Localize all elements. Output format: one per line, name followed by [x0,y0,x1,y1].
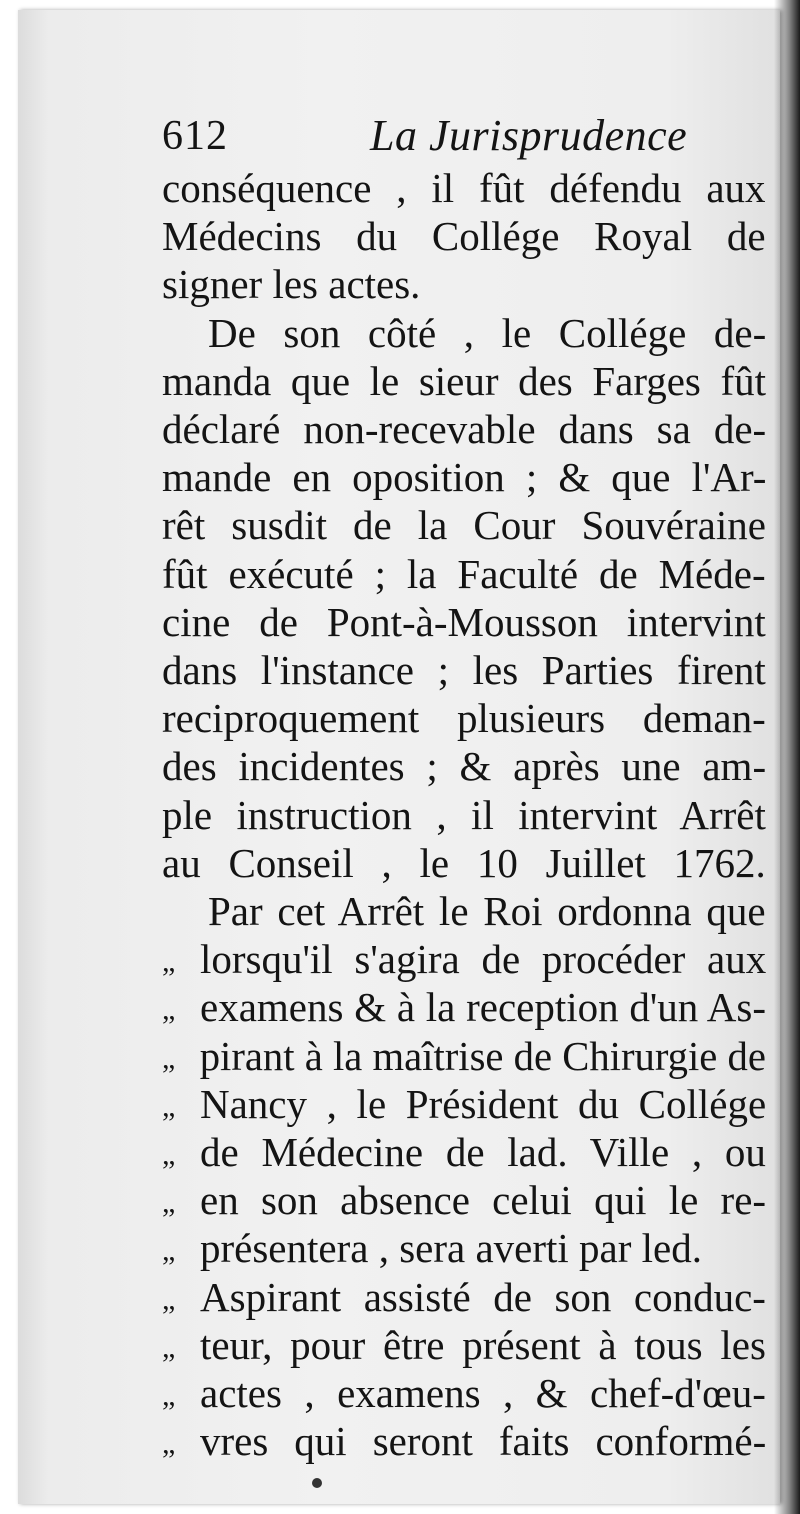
text-line [162,164,766,212]
text-line [162,357,766,405]
line-text: des incidentes ; & après une am- [162,743,767,790]
line-text: examens & à la reception d'un As- [200,984,766,1031]
text-line [162,550,766,598]
line-text: teur, pour être présent à tous les [200,1321,766,1368]
text-line [162,501,766,549]
text-line [162,839,766,887]
text-line [162,1273,766,1321]
running-title: La Jurisprudence [370,111,688,160]
text-line [162,1032,766,1080]
line-text: cine de Pont-à-Mousson intervint [162,598,766,645]
text-line [162,405,766,453]
line-text: vres qui seront faits conformé- [200,1418,767,1465]
text-line [162,598,766,646]
page-edge-shadow [774,0,800,1514]
line-text: manda que le sieur des Farges fût [162,357,767,404]
line-text: pirant à la maîtrise de Chirurgie de [199,1032,766,1079]
text-line [162,791,766,839]
quotation-mark: „ [162,993,176,1027]
text-line [208,309,766,357]
page-number: 612 [162,113,228,159]
text-line [162,260,420,308]
text-line [162,694,766,742]
text-line [162,983,766,1031]
line-text: De son côté , le Collége de- [208,309,767,356]
text-line [162,1128,766,1176]
quotation-mark: „ [162,1282,176,1316]
text-line [162,1321,766,1369]
quotation-mark: „ [162,1138,176,1171]
line-text: signer les actes. [162,261,421,308]
line-text: dans l'instance ; les Parties firent [162,647,766,693]
line-text: Nancy , le Président du Collége [200,1080,767,1127]
line-text: mande en oposition ; & que l'Ar- [162,454,767,501]
line-text: déclaré non-recevable dans sa de- [162,406,767,452]
line-text: lorsqu'il s'agira de procéder aux [200,936,767,983]
quotation-mark: „ [162,945,176,979]
line-text: rêt susdit de la Cour Souvéraine [162,502,766,549]
text-line [208,887,766,935]
text-line [162,212,766,260]
text-line [162,1176,766,1224]
quotation-mark: „ [162,1427,176,1461]
text-line [162,1080,766,1128]
line-text: Par cet Arrêt le Roi ordonna que [208,888,766,934]
quotation-mark: „ [162,1379,176,1412]
text-line [162,1224,702,1272]
line-text: en son absence celui qui le re- [200,1177,767,1224]
text-line [162,453,766,501]
quotation-mark: „ [162,1234,176,1268]
line-text: Aspirant assisté de son conduc- [200,1273,766,1320]
quotation-mark: „ [162,1041,176,1075]
line-text: conséquence , il fût défendu aux [162,165,766,211]
text-line [162,646,766,694]
line-text: au Conseil , le 10 Juillet 1762. [162,839,766,886]
ink-smudge [312,1478,322,1488]
line-text: actes , examens , & chef-d'œu- [200,1370,766,1416]
line-text: présentera , sera averti par led. [200,1225,702,1272]
quotation-mark: „ [162,1186,176,1220]
text-line [162,1369,766,1417]
page-header [162,108,762,168]
quotation-mark: „ [162,1330,176,1364]
line-text: ple instruction , il intervint Arrêt [162,791,766,838]
line-text: de Médecine de lad. Ville , ou [200,1129,766,1175]
text-line [162,742,766,790]
line-text: reciproquement plusieurs deman- [162,695,766,742]
line-text: fût exécuté ; la Faculté de Méde- [162,550,766,597]
line-text: Médecins du Collége Royal de [162,213,766,260]
text-line [162,935,766,983]
text-line [162,1417,766,1465]
quotation-mark: „ [162,1089,176,1123]
